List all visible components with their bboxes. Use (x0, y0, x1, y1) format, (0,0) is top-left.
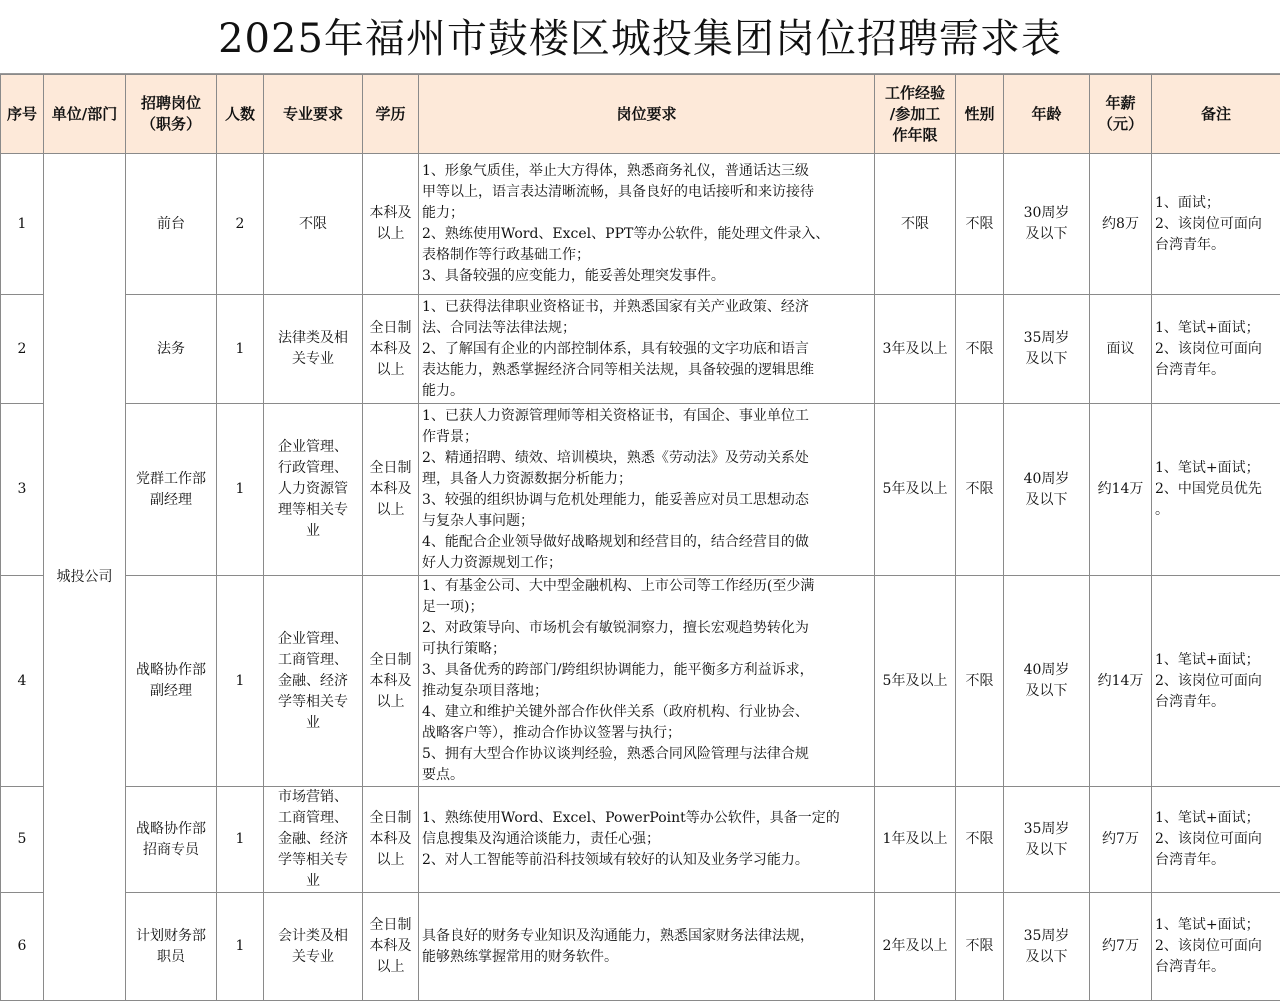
cell-notes-line: 台湾青年。 (1155, 235, 1277, 256)
cell-major-line: 业 (266, 871, 360, 892)
header-count: 人数 (217, 75, 264, 154)
cell-requirements-line: 理，具备人力资源数据分析能力； (422, 469, 871, 490)
cell-seq: 3 (1, 404, 44, 576)
cell-major-line: 业 (266, 521, 360, 542)
cell-major-line: 市场营销、 (266, 787, 360, 808)
cell-major-line: 学等相关专 (266, 850, 360, 871)
cell-requirements (419, 404, 875, 576)
cell-notes (1152, 404, 1280, 576)
cell-major-line: 法律类及相 (266, 328, 360, 349)
cell-position (126, 787, 217, 893)
cell-salary: 约7万 (1090, 893, 1152, 1001)
cell-requirements (419, 154, 875, 295)
cell-major-line: 企业管理、 (266, 437, 360, 458)
cell-age-line: 及以下 (1006, 224, 1087, 245)
cell-count: 1 (217, 295, 264, 404)
cell-major (264, 787, 363, 893)
cell-major (264, 576, 363, 787)
cell-notes-line: 2、该岗位可面向 (1155, 671, 1277, 692)
cell-requirements-line: 战略客户等），推动合作协议签署与执行； (422, 723, 871, 744)
cell-age (1004, 576, 1090, 787)
header-unit: 单位/部门 (44, 75, 126, 154)
cell-requirements (419, 576, 875, 787)
cell-requirements-line: 信息搜集及沟通洽谈能力，责任心强； (422, 829, 871, 850)
cell-requirements-line: 表达能力，熟悉掌握经济合同等相关法规，具备较强的逻辑思维 (422, 360, 871, 381)
cell-requirements (419, 893, 875, 1001)
cell-age (1004, 154, 1090, 295)
cell-position-line: 党群工作部 (128, 469, 214, 490)
cell-requirements-line: 2、对人工智能等前沿科技领域有较好的认知及业务学习能力。 (422, 850, 871, 871)
cell-position-line: 战略协作部 (128, 660, 214, 681)
cell-major-line: 不限 (266, 214, 360, 235)
cell-education-line: 全日制 (365, 915, 416, 936)
cell-requirements-line: 2、对政策导向、市场机会有敏锐洞察力，擅长宏观趋势转化为 (422, 618, 871, 639)
cell-education-line: 本科及 (365, 829, 416, 850)
cell-requirements (419, 295, 875, 404)
cell-education-line: 以上 (365, 692, 416, 713)
header-requirements: 岗位要求 (419, 75, 875, 154)
header-gender: 性别 (956, 75, 1004, 154)
cell-requirements-line: 能力。 (422, 381, 871, 402)
cell-major-line: 工商管理、 (266, 808, 360, 829)
cell-age-line: 35周岁 (1006, 328, 1087, 349)
cell-count: 1 (217, 787, 264, 893)
table-row (1, 576, 1280, 787)
cell-major-line: 关专业 (266, 947, 360, 968)
cell-experience: 5年及以上 (875, 576, 956, 787)
cell-requirements-line: 能够熟练掌握常用的财务软件。 (422, 947, 871, 968)
cell-notes (1152, 576, 1280, 787)
cell-age-line: 及以下 (1006, 947, 1087, 968)
cell-position-line: 职员 (128, 947, 214, 968)
cell-major-line: 金融、经济 (266, 829, 360, 850)
header-salary (1090, 75, 1152, 154)
cell-major-line: 关专业 (266, 349, 360, 370)
cell-education-line: 全日制 (365, 458, 416, 479)
cell-position-line: 招商专员 (128, 840, 214, 861)
cell-position (126, 404, 217, 576)
cell-notes-line: 台湾青年。 (1155, 692, 1277, 713)
cell-requirements-line: 推动复杂项目落地； (422, 681, 871, 702)
cell-major-line: 行政管理、 (266, 458, 360, 479)
cell-major-line: 业 (266, 713, 360, 734)
cell-education-line: 以上 (365, 360, 416, 381)
cell-notes-line: 2、该岗位可面向 (1155, 829, 1277, 850)
cell-education-line: 本科及 (365, 479, 416, 500)
cell-position-line: 战略协作部 (128, 819, 214, 840)
cell-education-line: 本科及 (365, 671, 416, 692)
cell-education-line: 全日制 (365, 650, 416, 671)
cell-requirements-line: 好人力资源规划工作； (422, 553, 871, 574)
cell-notes-line: 台湾青年。 (1155, 360, 1277, 381)
cell-age (1004, 295, 1090, 404)
cell-requirements (419, 787, 875, 893)
cell-age-line: 40周岁 (1006, 660, 1087, 681)
cell-count: 1 (217, 893, 264, 1001)
cell-requirements-line: 表格制作等行政基础工作； (422, 245, 871, 266)
cell-requirements-line: 能力； (422, 203, 871, 224)
cell-age-line: 40周岁 (1006, 469, 1087, 490)
cell-requirements-line: 与复杂人事问题； (422, 511, 871, 532)
cell-age-line: 30周岁 (1006, 203, 1087, 224)
header-position (126, 75, 217, 154)
cell-requirements-line: 4、能配合企业领导做好战略规划和经营目的，结合经营目的做 (422, 532, 871, 553)
cell-major-line: 理等相关专 (266, 500, 360, 521)
cell-salary: 约14万 (1090, 404, 1152, 576)
cell-notes-line: 2、中国党员优先 (1155, 479, 1277, 500)
cell-experience: 不限 (875, 154, 956, 295)
cell-major (264, 404, 363, 576)
cell-position (126, 295, 217, 404)
cell-notes (1152, 295, 1280, 404)
cell-major-line: 工商管理、 (266, 650, 360, 671)
header-age: 年龄 (1004, 75, 1090, 154)
cell-experience: 1年及以上 (875, 787, 956, 893)
cell-gender: 不限 (956, 893, 1004, 1001)
cell-requirements-line: 2、精通招聘、绩效、培训模块，熟悉《劳动法》及劳动关系处 (422, 448, 871, 469)
cell-requirements-line: 4、建立和维护关键外部合作伙伴关系（政府机构、行业协会、 (422, 702, 871, 723)
cell-salary: 约14万 (1090, 576, 1152, 787)
page-title: 2025年福州市鼓楼区城投集团岗位招聘需求表 (0, 0, 1280, 74)
cell-gender: 不限 (956, 787, 1004, 893)
cell-major (264, 154, 363, 295)
header-experience (875, 75, 956, 154)
header-salary-line: 年薪 (1092, 93, 1149, 114)
cell-age-line: 及以下 (1006, 349, 1087, 370)
header-major: 专业要求 (264, 75, 363, 154)
cell-salary: 约7万 (1090, 787, 1152, 893)
header-row (1, 75, 1280, 154)
cell-age-line: 及以下 (1006, 681, 1087, 702)
cell-requirements-line: 1、有基金公司、大中型金融机构、上市公司等工作经历(至少满 (422, 576, 871, 597)
cell-notes (1152, 787, 1280, 893)
cell-education (363, 295, 419, 404)
cell-notes-line: 台湾青年。 (1155, 957, 1277, 978)
cell-unit: 城投公司 (44, 154, 126, 1001)
cell-gender: 不限 (956, 404, 1004, 576)
cell-education-line: 以上 (365, 224, 416, 245)
header-experience-line: /参加工 (877, 104, 953, 125)
cell-education-line: 以上 (365, 500, 416, 521)
cell-major-line: 学等相关专 (266, 692, 360, 713)
cell-requirements-line: 3、具备优秀的跨部门/跨组织协调能力，能平衡多方利益诉求， (422, 660, 871, 681)
cell-requirements-line: 可执行策略； (422, 639, 871, 660)
cell-requirements-line: 具备良好的财务专业知识及沟通能力，熟悉国家财务法律法规， (422, 926, 871, 947)
table-row (1, 893, 1280, 1001)
cell-education-line: 本科及 (365, 339, 416, 360)
cell-major-line: 会计类及相 (266, 926, 360, 947)
header-position-line: 招聘岗位 (128, 93, 214, 114)
cell-major-line: 人力资源管 (266, 479, 360, 500)
cell-age-line: 35周岁 (1006, 819, 1087, 840)
cell-notes-line: 2、该岗位可面向 (1155, 339, 1277, 360)
cell-count: 1 (217, 404, 264, 576)
cell-education-line: 以上 (365, 850, 416, 871)
table-row (1, 154, 1280, 295)
cell-requirements-line: 3、较强的组织协调与危机处理能力，能妥善应对员工思想动态 (422, 490, 871, 511)
cell-notes-line: 1、笔试+面试； (1155, 915, 1277, 936)
header-position-line: （职务） (128, 114, 214, 135)
cell-education (363, 576, 419, 787)
cell-education-line: 全日制 (365, 318, 416, 339)
cell-experience: 3年及以上 (875, 295, 956, 404)
cell-count: 2 (217, 154, 264, 295)
table-body (1, 154, 1280, 1001)
cell-major-line: 金融、经济 (266, 671, 360, 692)
cell-requirements-line: 2、熟练使用Word、Excel、PPT等办公软件，能处理文件录入、 (422, 224, 871, 245)
cell-education-line: 本科及 (365, 203, 416, 224)
cell-age (1004, 787, 1090, 893)
cell-position-line: 副经理 (128, 681, 214, 702)
cell-position (126, 576, 217, 787)
cell-age-line: 35周岁 (1006, 926, 1087, 947)
cell-requirements-line: 1、已获人力资源管理师等相关资格证书，有国企、事业单位工 (422, 406, 871, 427)
cell-major (264, 893, 363, 1001)
header-seq: 序号 (1, 75, 44, 154)
cell-requirements-line: 要点。 (422, 765, 871, 786)
cell-seq: 5 (1, 787, 44, 893)
recruitment-table (0, 74, 1280, 1001)
header-experience-line: 工作经验 (877, 83, 953, 104)
cell-seq: 1 (1, 154, 44, 295)
header-experience-line: 作年限 (877, 125, 953, 146)
cell-education (363, 893, 419, 1001)
cell-notes-line: 1、笔试+面试； (1155, 318, 1277, 339)
cell-notes-line: 1、笔试+面试； (1155, 458, 1277, 479)
cell-education (363, 787, 419, 893)
header-notes: 备注 (1152, 75, 1280, 154)
cell-seq: 4 (1, 576, 44, 787)
cell-education-line: 本科及 (365, 936, 416, 957)
cell-age (1004, 404, 1090, 576)
cell-position (126, 154, 217, 295)
cell-position-line: 副经理 (128, 490, 214, 511)
cell-notes-line: 1、面试； (1155, 193, 1277, 214)
cell-notes-line: 1、笔试+面试； (1155, 650, 1277, 671)
cell-education (363, 404, 419, 576)
cell-major (264, 295, 363, 404)
cell-notes-line: 2、该岗位可面向 (1155, 214, 1277, 235)
cell-gender: 不限 (956, 154, 1004, 295)
header-salary-line: （元） (1092, 114, 1149, 135)
cell-age-line: 及以下 (1006, 840, 1087, 861)
cell-education (363, 154, 419, 295)
cell-salary: 约8万 (1090, 154, 1152, 295)
cell-requirements-line: 1、已获得法律职业资格证书，并熟悉国家有关产业政策、经济 (422, 297, 871, 318)
cell-requirements-line: 5、拥有大型合作协议谈判经验，熟悉合同风险管理与法律合规 (422, 744, 871, 765)
table-row (1, 404, 1280, 576)
cell-education-line: 以上 (365, 957, 416, 978)
cell-notes-line: 台湾青年。 (1155, 850, 1277, 871)
cell-position (126, 893, 217, 1001)
cell-experience: 2年及以上 (875, 893, 956, 1001)
cell-position-line: 计划财务部 (128, 926, 214, 947)
cell-requirements-line: 法、合同法等法律法规； (422, 318, 871, 339)
cell-age-line: 及以下 (1006, 490, 1087, 511)
cell-requirements-line: 足一项)； (422, 597, 871, 618)
cell-gender: 不限 (956, 295, 1004, 404)
table-row (1, 787, 1280, 893)
cell-major-line: 企业管理、 (266, 629, 360, 650)
cell-salary: 面议 (1090, 295, 1152, 404)
cell-notes-line: 2、该岗位可面向 (1155, 936, 1277, 957)
cell-seq: 6 (1, 893, 44, 1001)
cell-requirements-line: 1、形象气质佳，举止大方得体，熟悉商务礼仪，普通话达三级 (422, 161, 871, 182)
cell-position-line: 法务 (128, 339, 214, 360)
cell-requirements-line: 2、了解国有企业的内部控制体系，具有较强的文字功底和语言 (422, 339, 871, 360)
cell-position-line: 前台 (128, 214, 214, 235)
cell-notes (1152, 154, 1280, 295)
cell-notes-line: 1、笔试+面试； (1155, 808, 1277, 829)
cell-requirements-line: 甲等以上，语言表达清晰流畅，具备良好的电话接听和来访接待 (422, 182, 871, 203)
header-education: 学历 (363, 75, 419, 154)
cell-education-line: 全日制 (365, 808, 416, 829)
cell-notes-line: 。 (1155, 500, 1277, 521)
cell-count: 1 (217, 576, 264, 787)
cell-experience: 5年及以上 (875, 404, 956, 576)
table-row (1, 295, 1280, 404)
cell-requirements-line: 1、熟练使用Word、Excel、PowerPoint等办公软件，具备一定的 (422, 808, 871, 829)
cell-gender: 不限 (956, 576, 1004, 787)
cell-requirements-line: 作背景； (422, 427, 871, 448)
cell-notes (1152, 893, 1280, 1001)
cell-requirements-line: 3、具备较强的应变能力，能妥善处理突发事件。 (422, 266, 871, 287)
cell-age (1004, 893, 1090, 1001)
cell-seq: 2 (1, 295, 44, 404)
